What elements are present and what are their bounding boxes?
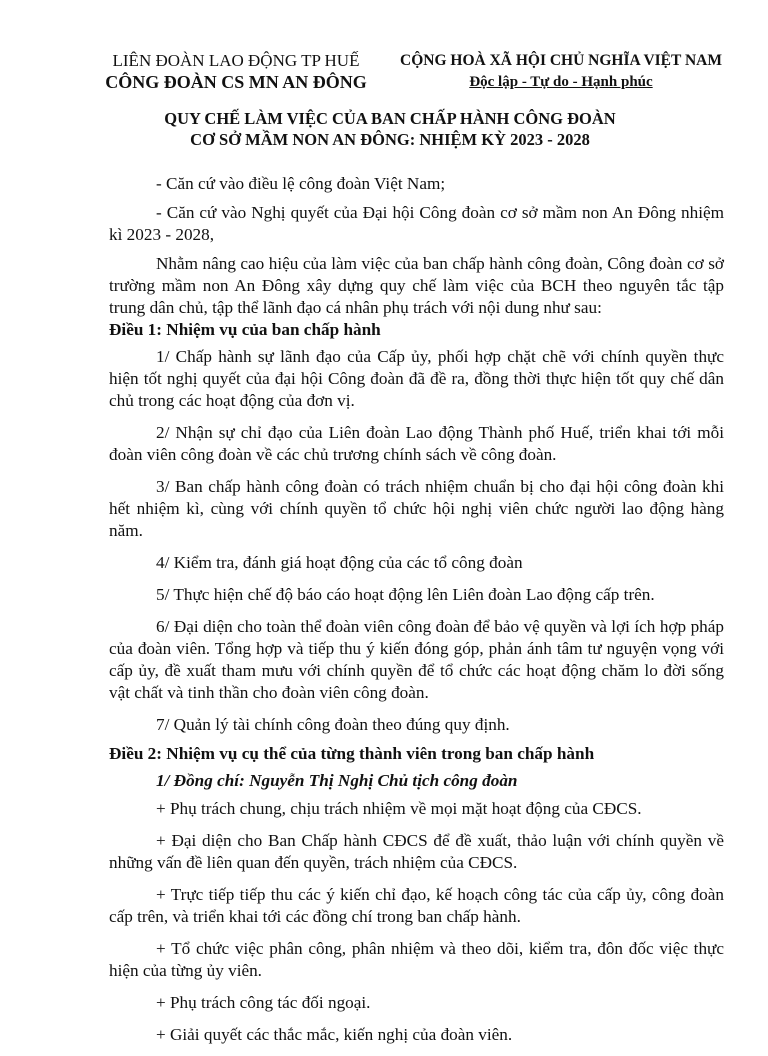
member-duty: + Giải quyết các thắc mắc, kiến nghị của đoàn viên. [156,1025,513,1044]
motto: Độc lập - Tự do - Hạnh phúc [469,74,653,90]
member-duty: + Phụ trách chung, chịu trách nhiệm về mọi mặt hoạt động của CĐCS. [156,799,642,818]
article-1-heading: Điều 1: Nhiệm vụ của ban chấp hành [109,320,381,339]
member-title: 1/ Đồng chí: Nguyễn Thị Nghị Chủ tịch công đoàn [156,771,518,790]
document-body [109,173,724,1056]
title-line-2: CƠ SỞ MẦM NON AN ĐÔNG: NHIỆM KỲ 2023 - 2028 [190,130,590,149]
organization-name: CÔNG ĐOÀN CS MN AN ĐÔNG [105,72,367,92]
article-1-item: 1/ Chấp hành sự lãnh đạo của Cấp ủy, phối hợp chặt chẽ với chính quyền thực hiện tốt nghị quyết của đại hội Công đoàn đã đề ra, đồng thời thực hiện tốt quy chế dân chủ trong các hoạt động của đơn vị. [109,347,724,410]
article-2-heading: Điều 2: Nhiệm vụ cụ thể của từng thành viên trong ban chấp hành [109,744,595,763]
basis-paragraph: - Căn cứ vào điều lệ công đoàn Việt Nam; [156,174,446,193]
issuing-organization [86,50,386,93]
article-1-item: 7/ Quản lý tài chính công đoàn theo đúng quy định. [156,715,510,734]
article-1-item: 2/ Nhận sự chỉ đạo của Liên đoàn Lao động Thành phố Huế, triển khai tới mỗi đoàn viên công đoàn về các chủ trương chính sách về công đoàn. [109,423,724,464]
parent-organization-name: LIÊN ĐOÀN LAO ĐỘNG TP HUẾ [112,51,360,70]
article-1-item: 6/ Đại diện cho toàn thể đoàn viên công đoàn để bảo vệ quyền và lợi ích hợp pháp của đoàn viên. Tổng hợp và tiếp thu ý kiến đóng góp, phản ánh tâm tư nguyện vọng với cấp ủy, đề xuất tham mưu với chính quyền để tổ chức các hoạt động chăm lo đời sống vật chất và tinh thần cho đoàn viên công đoàn. [109,617,724,702]
member-duty: + Phụ trách công tác đối ngoại. [156,993,371,1012]
intro-paragraph: Nhằm nâng cao hiệu của làm việc của ban chấp hành công đoàn, Công đoàn cơ sở trường mầm non An Đông xây dựng quy chế làm việc của BCH theo nguyên tắc tập trung dân chủ, tập thể lãnh đạo cá nhân phụ trách với nội dung như sau: [109,254,724,317]
member-duty: + Đại diện cho Ban Chấp hành CĐCS để đề xuất, thảo luận với chính quyền về những vấn đề liên quan đến quyền, trách nhiệm của CĐCS. [109,831,724,872]
article-1-item: 5/ Thực hiện chế độ báo cáo hoạt động lên Liên đoàn Lao động cấp trên. [156,585,655,604]
article-1-item: 3/ Ban chấp hành công đoàn có trách nhiệm chuẩn bị cho đại hội công đoàn khi hết nhiệm kì, cùng với chính quyền tổ chức hội nghị viên chức người lao động hàng năm. [109,477,724,540]
member-duty: + Tổ chức việc phân công, phân nhiệm và theo dõi, kiểm tra, đôn đốc việc thực hiện của từng ủy viên. [109,939,724,980]
member-duty: + Trực tiếp tiếp thu các ý kiến chỉ đạo, kế hoạch công tác của cấp ủy, công đoàn cấp trên, và triển khai tới các đồng chí trong ban chấp hành. [109,885,724,926]
title-line-1: QUY CHẾ LÀM VIỆC CỦA BAN CHẤP HÀNH CÔNG ĐOÀN [164,109,616,128]
country-name: CỘNG HOÀ XÃ HỘI CHỦ NGHĨA VIỆT NAM [400,52,722,69]
article-1-item: 4/ Kiểm tra, đánh giá hoạt động của các tổ công đoàn [156,553,523,572]
basis-paragraph: - Căn cứ vào Nghị quyết của Đại hội Công đoàn cơ sở mầm non An Đông nhiệm kì 2023 - 2028, [109,203,724,244]
national-motto [395,50,727,93]
document-title [60,108,720,150]
